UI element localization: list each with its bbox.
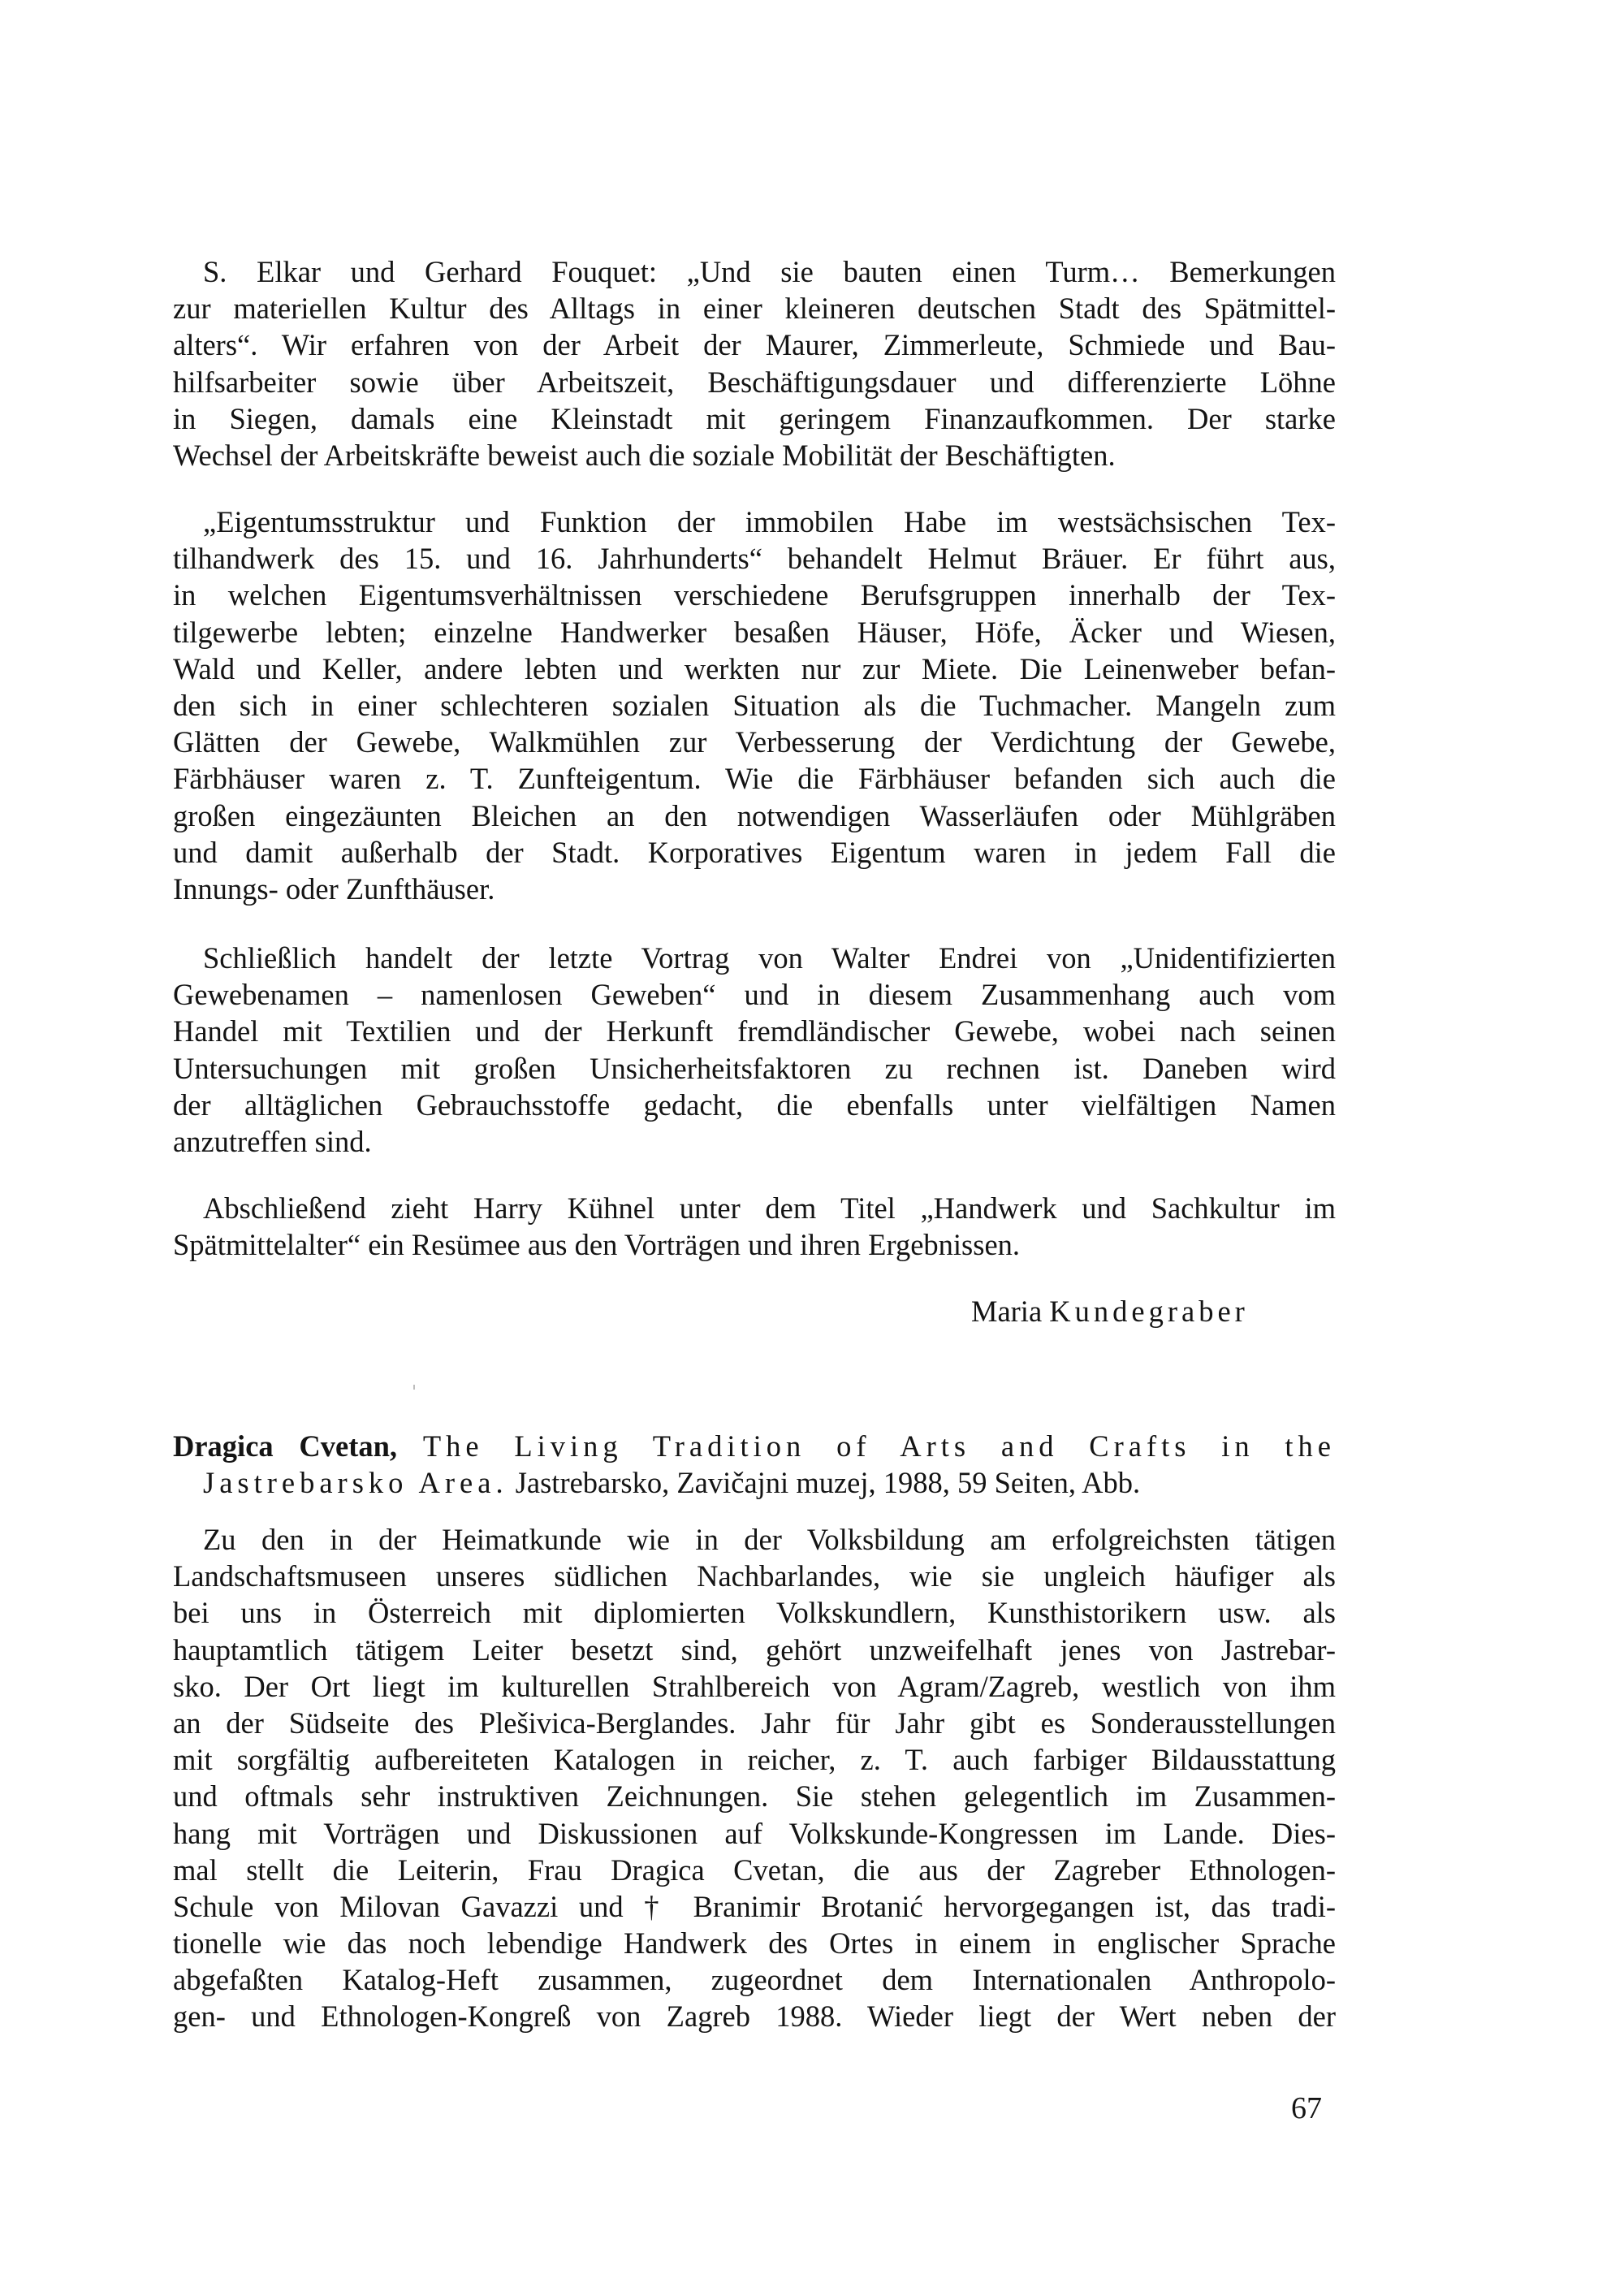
scan-speck (413, 1385, 415, 1390)
text-line: und oftmals sehr instruktiven Zeichnungen. Sie stehen gelegentlich im Zusammen- (173, 1779, 1336, 1814)
review2-author: Dragica Cvetan, (173, 1429, 398, 1463)
reviewer-last-name: Kundegraber (1049, 1295, 1249, 1328)
text-line: hang mit Vorträgen und Diskussionen auf Volkskunde-Kongressen im Lande. Dies- (173, 1816, 1336, 1850)
review1-paragraph-1 (173, 253, 1336, 473)
text-line: hauptamtlich tätigem Leiter besetzt sind, gehört unzweifelhaft jenes von Jastrebar- (173, 1632, 1336, 1667)
text-line: „Eigentumsstruktur und Funktion der immobilen Habe im westsächsischen Tex- (203, 505, 1336, 538)
text-line: Handel mit Textilien und der Herkunft fremdländischer Gewebe, wobei nach seinen (173, 1014, 1336, 1048)
text-line: tionelle wie das noch lebendige Handwerk des Ortes in einem in englischer Sprache (173, 1926, 1336, 1961)
review1-paragraph-2 (173, 504, 1336, 907)
text-line: Gewebenamen – namenlosen Geweben“ und in diesem Zusammenhang auch vom (173, 978, 1336, 1012)
text-line: Untersuchungen mit großen Unsicherheitsfaktoren zu rechnen ist. Daneben wird (173, 1051, 1336, 1085)
review2-title-part-2: Jastrebarsko Area. (203, 1466, 508, 1500)
text-line: hilfsarbeiter sowie über Arbeitszeit, Beschäftigungsdauer und differenzierte Löhne (173, 365, 1336, 399)
review2-title-part-1: The Living Tradition of Arts and Crafts in the (422, 1429, 1337, 1463)
text-line: tilhandwerk des 15. und 16. Jahrhunderts“ behandelt Helmut Bräuer. Er führt aus, (173, 542, 1336, 576)
review1-paragraph-4 (173, 1190, 1336, 1263)
text-line: zur materiellen Kultur des Alltags in einer kleineren deutschen Stadt des Spätmittel- (173, 292, 1336, 326)
review2-paragraph-1 (173, 1521, 1336, 2035)
text-line: Schule von Milovan Gavazzi und † Branimir Brotanić hervorgegangen ist, das tradi- (173, 1889, 1336, 1923)
review1-paragraph-3 (173, 940, 1336, 1160)
text-line: mal stellt die Leiterin, Frau Dragica Cvetan, die aus der Zagreber Ethnologen- (173, 1853, 1336, 1887)
text-line: der alltäglichen Gebrauchsstoffe gedacht, die ebenfalls unter vielfältigen Namen (173, 1087, 1336, 1122)
text-line: an der Südseite des Plešivica-Berglandes. Jahr für Jahr gibt es Sonderausstellungen (173, 1706, 1336, 1740)
text-line: sko. Der Ort liegt im kulturellen Strahlbereich von Agram/Zagreb, westlich von ihm (173, 1669, 1336, 1703)
text-line: Schließlich handelt der letzte Vortrag von Walter Endrei von „Unidentifizierten (203, 941, 1336, 975)
text-line: Spätmittelalter“ ein Resümee aus den Vorträgen und ihren Ergebnissen. (173, 1228, 1021, 1262)
text-line: Zu den in der Heimatkunde wie in der Volksbildung am erfolgreichsten tätigen (203, 1523, 1336, 1556)
text-line: Wald und Keller, andere lebten und werkten nur zur Miete. Die Leinenweber befan- (173, 651, 1336, 685)
page-number: 67 (1291, 2091, 1322, 2125)
text-line: Wechsel der Arbeitskräfte beweist auch die soziale Mobilität der Beschäftigten. (173, 438, 1116, 472)
reviewer-signature (971, 1293, 1249, 1329)
review2-publication: Jastrebarsko, Zavičajni muzej, 1988, 59 Seiten, Abb. (515, 1466, 1141, 1500)
text-line: mit sorgfältig aufbereiteten Katalogen in reicher, z. T. auch farbiger Bildausstattung (173, 1743, 1336, 1777)
text-line: alters“. Wir erfahren von der Arbeit der Maurer, Zimmerleute, Schmiede und Bau- (173, 328, 1336, 362)
text-line: den sich in einer schlechteren sozialen Situation als die Tuchmacher. Mangeln zum (173, 688, 1336, 722)
reviewer-first-name: Maria (971, 1295, 1043, 1328)
text-line: und damit außerhalb der Stadt. Korporatives Eigentum waren in jedem Fall die (173, 835, 1336, 869)
text-line: Abschließend zieht Harry Kühnel unter dem Titel „Handwerk und Sachkultur im (203, 1191, 1336, 1225)
text-line: S. Elkar und Gerhard Fouquet: „Und sie bauten einen Turm… Bemerkungen (203, 255, 1336, 288)
text-line: in welchen Eigentumsverhältnissen verschiedene Berufsgruppen innerhalb der Tex- (173, 578, 1336, 612)
text-line: anzutreffen sind. (173, 1124, 372, 1158)
text-line: gen- und Ethnologen-Kongreß von Zagreb 1988. Wieder liegt der Wert neben der (173, 2000, 1336, 2034)
text-line: Färbhäuser waren z. T. Zunfteigentum. Wie die Färbhäuser befanden sich auch die (173, 762, 1336, 796)
text-line: großen eingezäunten Bleichen an den notwendigen Wasserläufen oder Mühlgräben (173, 798, 1336, 832)
header-line-2 (173, 1464, 1336, 1501)
text-line: Landschaftsmuseen unseres südlichen Nachbarlandes, wie sie ungleich häufiger als (173, 1559, 1336, 1593)
text-line: bei uns in Österreich mit diplomierten Volkskundlern, Kunsthistorikern usw. als (173, 1596, 1336, 1630)
header-line-1 (173, 1428, 1336, 1464)
review2-bibliographic-header (173, 1428, 1336, 1501)
text-line: in Siegen, damals eine Kleinstadt mit geringem Finanzaufkommen. Der starke (173, 401, 1336, 435)
text-line: Innungs- oder Zunfthäuser. (173, 871, 495, 906)
text-line: Glätten der Gewebe, Walkmühlen zur Verbesserung der Verdichtung der Gewebe, (173, 725, 1336, 759)
text-line: tilgewerbe lebten; einzelne Handwerker besaßen Häuser, Höfe, Äcker und Wiesen, (173, 615, 1336, 649)
text-line: abgefaßten Katalog-Heft zusammen, zugeordnet dem Internationalen Anthropolo- (173, 1963, 1336, 1997)
